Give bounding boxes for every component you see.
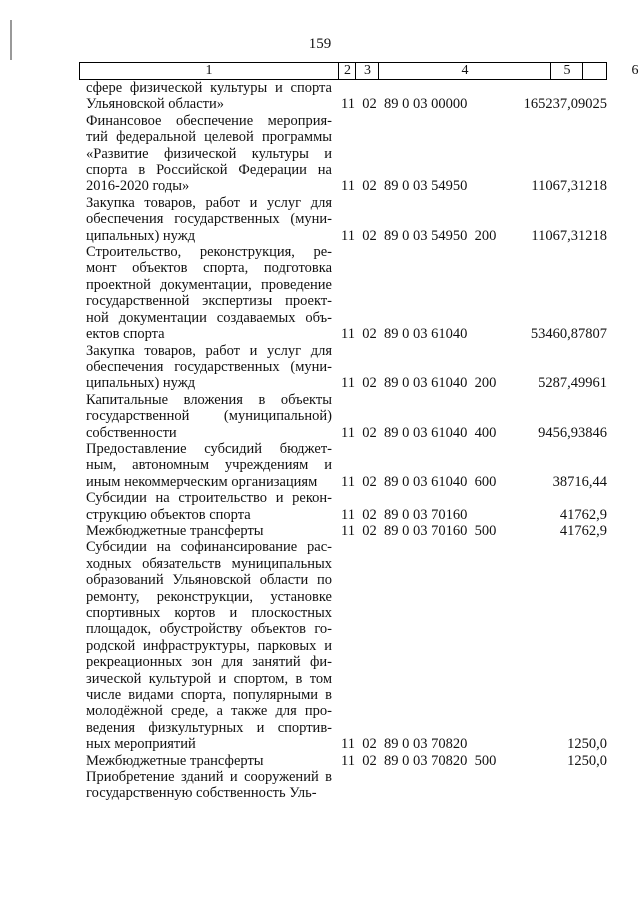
- description-line: ремонту, реконструкции, установке: [86, 588, 332, 605]
- row-amount: 41762,9: [559, 522, 607, 539]
- row-budget-code: 11 02 89 0 03 70820 500: [341, 752, 497, 769]
- description-line: иным некоммерческим организациям: [86, 473, 318, 490]
- description-line: образований Ульяновской области по: [86, 572, 332, 589]
- row-amount: 41762,9: [559, 506, 607, 523]
- header-col-5: 5: [550, 63, 583, 79]
- row-description: [86, 392, 332, 441]
- description-line: рекреационных зон для занятий фи-: [86, 654, 332, 671]
- description-line: Закупка товаров, работ и услуг для: [86, 342, 332, 359]
- description-line: ных мероприятий: [86, 736, 196, 753]
- row-description: [86, 490, 332, 523]
- page-number: 159: [308, 36, 332, 52]
- table-row: [86, 113, 607, 195]
- budget-table-body: [86, 80, 607, 802]
- description-line: Строительство, реконструкция, ре-: [86, 244, 332, 261]
- row-amount: 1250,0: [567, 736, 607, 753]
- header-col-3: 3: [355, 63, 379, 79]
- row-budget-code: 11 02 89 0 03 61040: [341, 326, 468, 343]
- description-line: Межбюджетные трансферты: [86, 522, 264, 539]
- row-amount: 38716,44: [552, 473, 607, 490]
- row-budget-code: 11 02 89 0 03 54950: [341, 178, 468, 195]
- row-budget-code: 11 02 89 0 03 61040 600: [341, 473, 497, 490]
- description-line: Финансовое обеспечение мероприя-: [86, 112, 332, 129]
- table-row: [86, 195, 607, 244]
- row-amount: 1250,0: [567, 752, 607, 769]
- row-description: [86, 80, 332, 113]
- description-line: ведения физкультурных и спортив-: [86, 719, 332, 736]
- row-description: [86, 195, 332, 244]
- description-line: спорта в Российской Федерации на: [86, 162, 332, 179]
- description-line: обеспечения государственных (муни-: [86, 211, 332, 228]
- description-line: обеспечения государственных (муни-: [86, 358, 332, 375]
- description-line: зической культурой и спортом, в том: [86, 670, 332, 687]
- description-line: государственной экспертизы проект-: [86, 293, 332, 310]
- description-line: 2016-2020 годы»: [86, 178, 190, 195]
- description-line: ходных обязательств муниципальных: [86, 555, 332, 572]
- description-line: государственной (муниципальной): [86, 408, 332, 425]
- row-budget-code: 11 02 89 0 03 70820: [341, 736, 468, 753]
- table-row: [86, 769, 607, 802]
- description-line: Субсидии на софинансирование рас-: [86, 539, 332, 556]
- description-line: ным, автономным учреждениям и: [86, 457, 332, 474]
- description-line: ципальных) нужд: [86, 375, 196, 392]
- row-budget-code: 11 02 89 0 03 61040 200: [341, 375, 497, 392]
- row-budget-code: 11 02 89 0 03 00000: [341, 96, 468, 113]
- header-col-4: 4: [378, 63, 551, 79]
- header-col-1: 1: [205, 63, 213, 78]
- table-row: [86, 539, 607, 752]
- header-col-6: 6: [582, 63, 640, 79]
- row-description: [86, 441, 332, 490]
- row-amount: 165237,09025: [523, 96, 607, 113]
- row-description: [86, 523, 332, 539]
- table-row: [86, 753, 607, 769]
- description-line: собственности: [86, 424, 177, 441]
- row-description: [86, 753, 332, 769]
- row-budget-code: 11 02 89 0 03 70160: [341, 506, 468, 523]
- description-line: проектной документации, проведение: [86, 276, 332, 293]
- row-amount: 5287,49961: [538, 375, 607, 392]
- description-line: Предоставление субсидий бюджет-: [86, 440, 332, 457]
- table-row: [86, 490, 607, 523]
- description-line: ципальных) нужд: [86, 227, 196, 244]
- row-budget-code: 11 02 89 0 03 54950 200: [341, 227, 497, 244]
- table-row: [86, 523, 607, 539]
- row-description: [86, 244, 332, 342]
- row-amount: 9456,93846: [538, 424, 607, 441]
- description-line: спортивных кортов и плоскостных: [86, 605, 332, 621]
- description-line: молодёжной среде, а также для про-: [86, 703, 332, 720]
- description-line: сфере физической культуры и спорта: [86, 80, 332, 96]
- description-line: тий федеральной целевой программы: [86, 129, 332, 146]
- table-row: [86, 80, 607, 113]
- description-line: «Развитие физической культуры и: [86, 145, 332, 162]
- table-row: [86, 244, 607, 342]
- table-row: [86, 441, 607, 490]
- description-line: Межбюджетные трансферты: [86, 752, 264, 769]
- row-amount: 11067,31218: [531, 227, 607, 244]
- table-header: [79, 62, 639, 80]
- row-description: [86, 343, 332, 392]
- row-description: [86, 113, 332, 195]
- description-line: ной документации создаваемых объ-: [86, 309, 332, 326]
- row-budget-code: 11 02 89 0 03 61040 400: [341, 424, 497, 441]
- row-budget-code: 11 02 89 0 03 70160 500: [341, 522, 497, 539]
- row-description: [86, 539, 332, 752]
- description-line: Субсидии на строительство и рекон-: [86, 490, 332, 507]
- row-amount: 53460,87807: [530, 326, 607, 343]
- description-line: Ульяновской области»: [86, 96, 225, 113]
- description-line: струкцию объектов спорта: [86, 506, 251, 523]
- header-col-2: 2: [338, 63, 356, 79]
- description-line: ектов спорта: [86, 326, 165, 343]
- description-line: монт объектов спорта, подготовка: [86, 260, 332, 277]
- table-row: [86, 392, 607, 441]
- description-line: Капитальные вложения в объекты: [86, 391, 332, 408]
- description-line: площадок, обустройству объектов го-: [86, 621, 332, 638]
- row-amount: 11067,31218: [531, 178, 607, 195]
- description-line: Приобретение зданий и сооружений в: [86, 769, 332, 786]
- description-line: числе видами спорта, популярными в: [86, 687, 332, 704]
- description-line: родской инфраструктуры, парковых и: [86, 637, 332, 654]
- row-description: [86, 769, 332, 802]
- description-line: Закупка товаров, работ и услуг для: [86, 194, 332, 211]
- description-line: государственную собственность Уль-: [86, 785, 317, 802]
- table-row: [86, 343, 607, 392]
